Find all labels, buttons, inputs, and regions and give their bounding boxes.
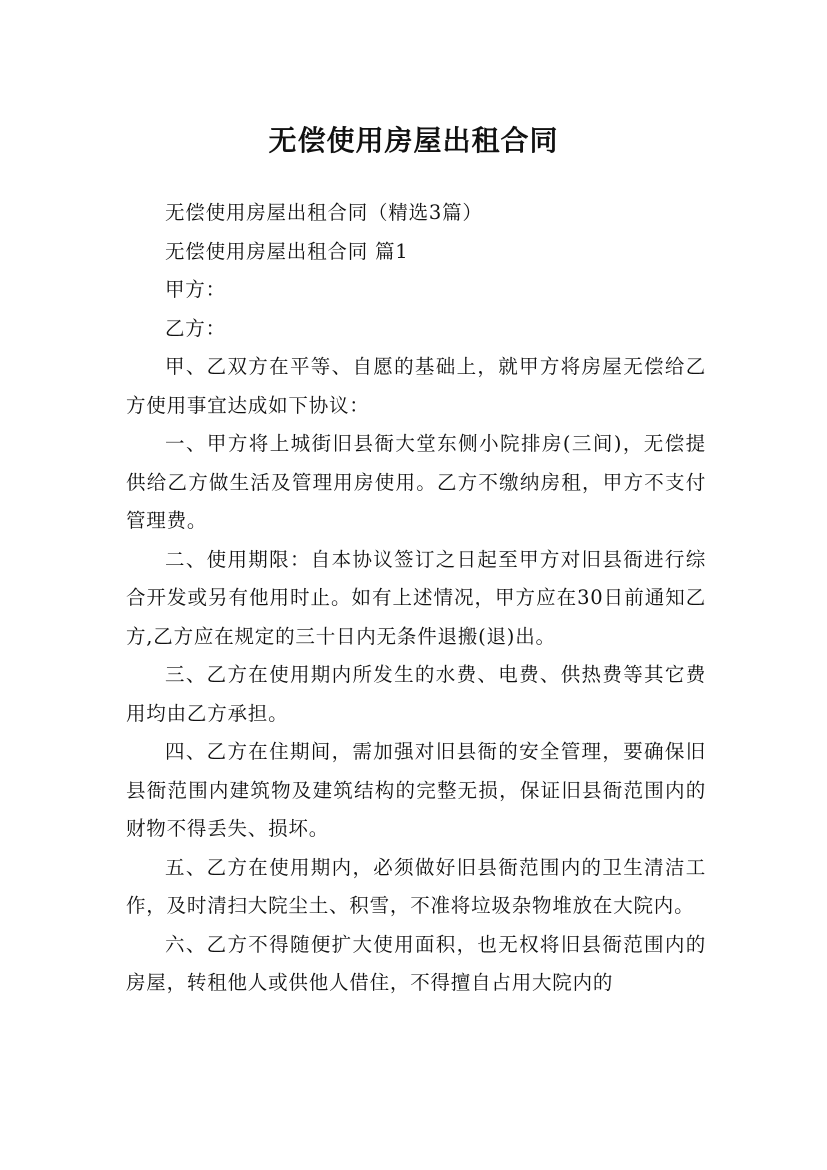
party-b-line: 乙方： xyxy=(165,316,226,340)
party-a-line: 甲方： xyxy=(165,278,226,301)
subtitle-paragraph: 无偿使用房屋出租合同（精选3篇） xyxy=(165,201,483,224)
clause-6: 六、乙方不得随便扩大使用面积，也无权将旧县衙范围内的房屋，转租他人或供他人借住，不得擅自占用大院内的 xyxy=(126,932,706,994)
clause-3: 三、乙方在使用期内所发生的水费、电费、供热费等其它费用均由乙方承担。 xyxy=(126,663,706,725)
clause-2: 二、使用期限：自本协议签订之日起至甲方对旧县衙进行综合开发或另有他用时止。如有上述情况，甲方应在30日前通知乙方,乙方应在规定的三十日内无条件退搬(退)出。 xyxy=(126,547,706,648)
document-title: 无偿使用房屋出租合同 xyxy=(268,123,559,157)
clause-5: 五、乙方在使用期内，必须做好旧县衙范围内的卫生清洁工作，及时清扫大院尘土、积雪，不准将垃圾杂物堆放在大院内。 xyxy=(126,855,706,917)
clause-1: 一、甲方将上城街旧县衙大堂东侧小院排房(三间)，无偿提供给乙方做生活及管理用房使用。乙方不缴纳房租，甲方不支付管理费。 xyxy=(126,432,706,532)
document-body xyxy=(126,194,706,1003)
clause-4: 四、乙方在住期间，需加强对旧县衙的安全管理，要确保旧县衙范围内建筑物及建筑结构的完整无损，保证旧县衙范围内的财物不得丢失、损坏。 xyxy=(126,740,706,840)
preamble-paragraph: 甲、乙双方在平等、自愿的基础上，就甲方将房屋无偿给乙方使用事宜达成如下协议： xyxy=(126,355,706,417)
section-heading: 无偿使用房屋出租合同 篇1 xyxy=(165,239,409,263)
